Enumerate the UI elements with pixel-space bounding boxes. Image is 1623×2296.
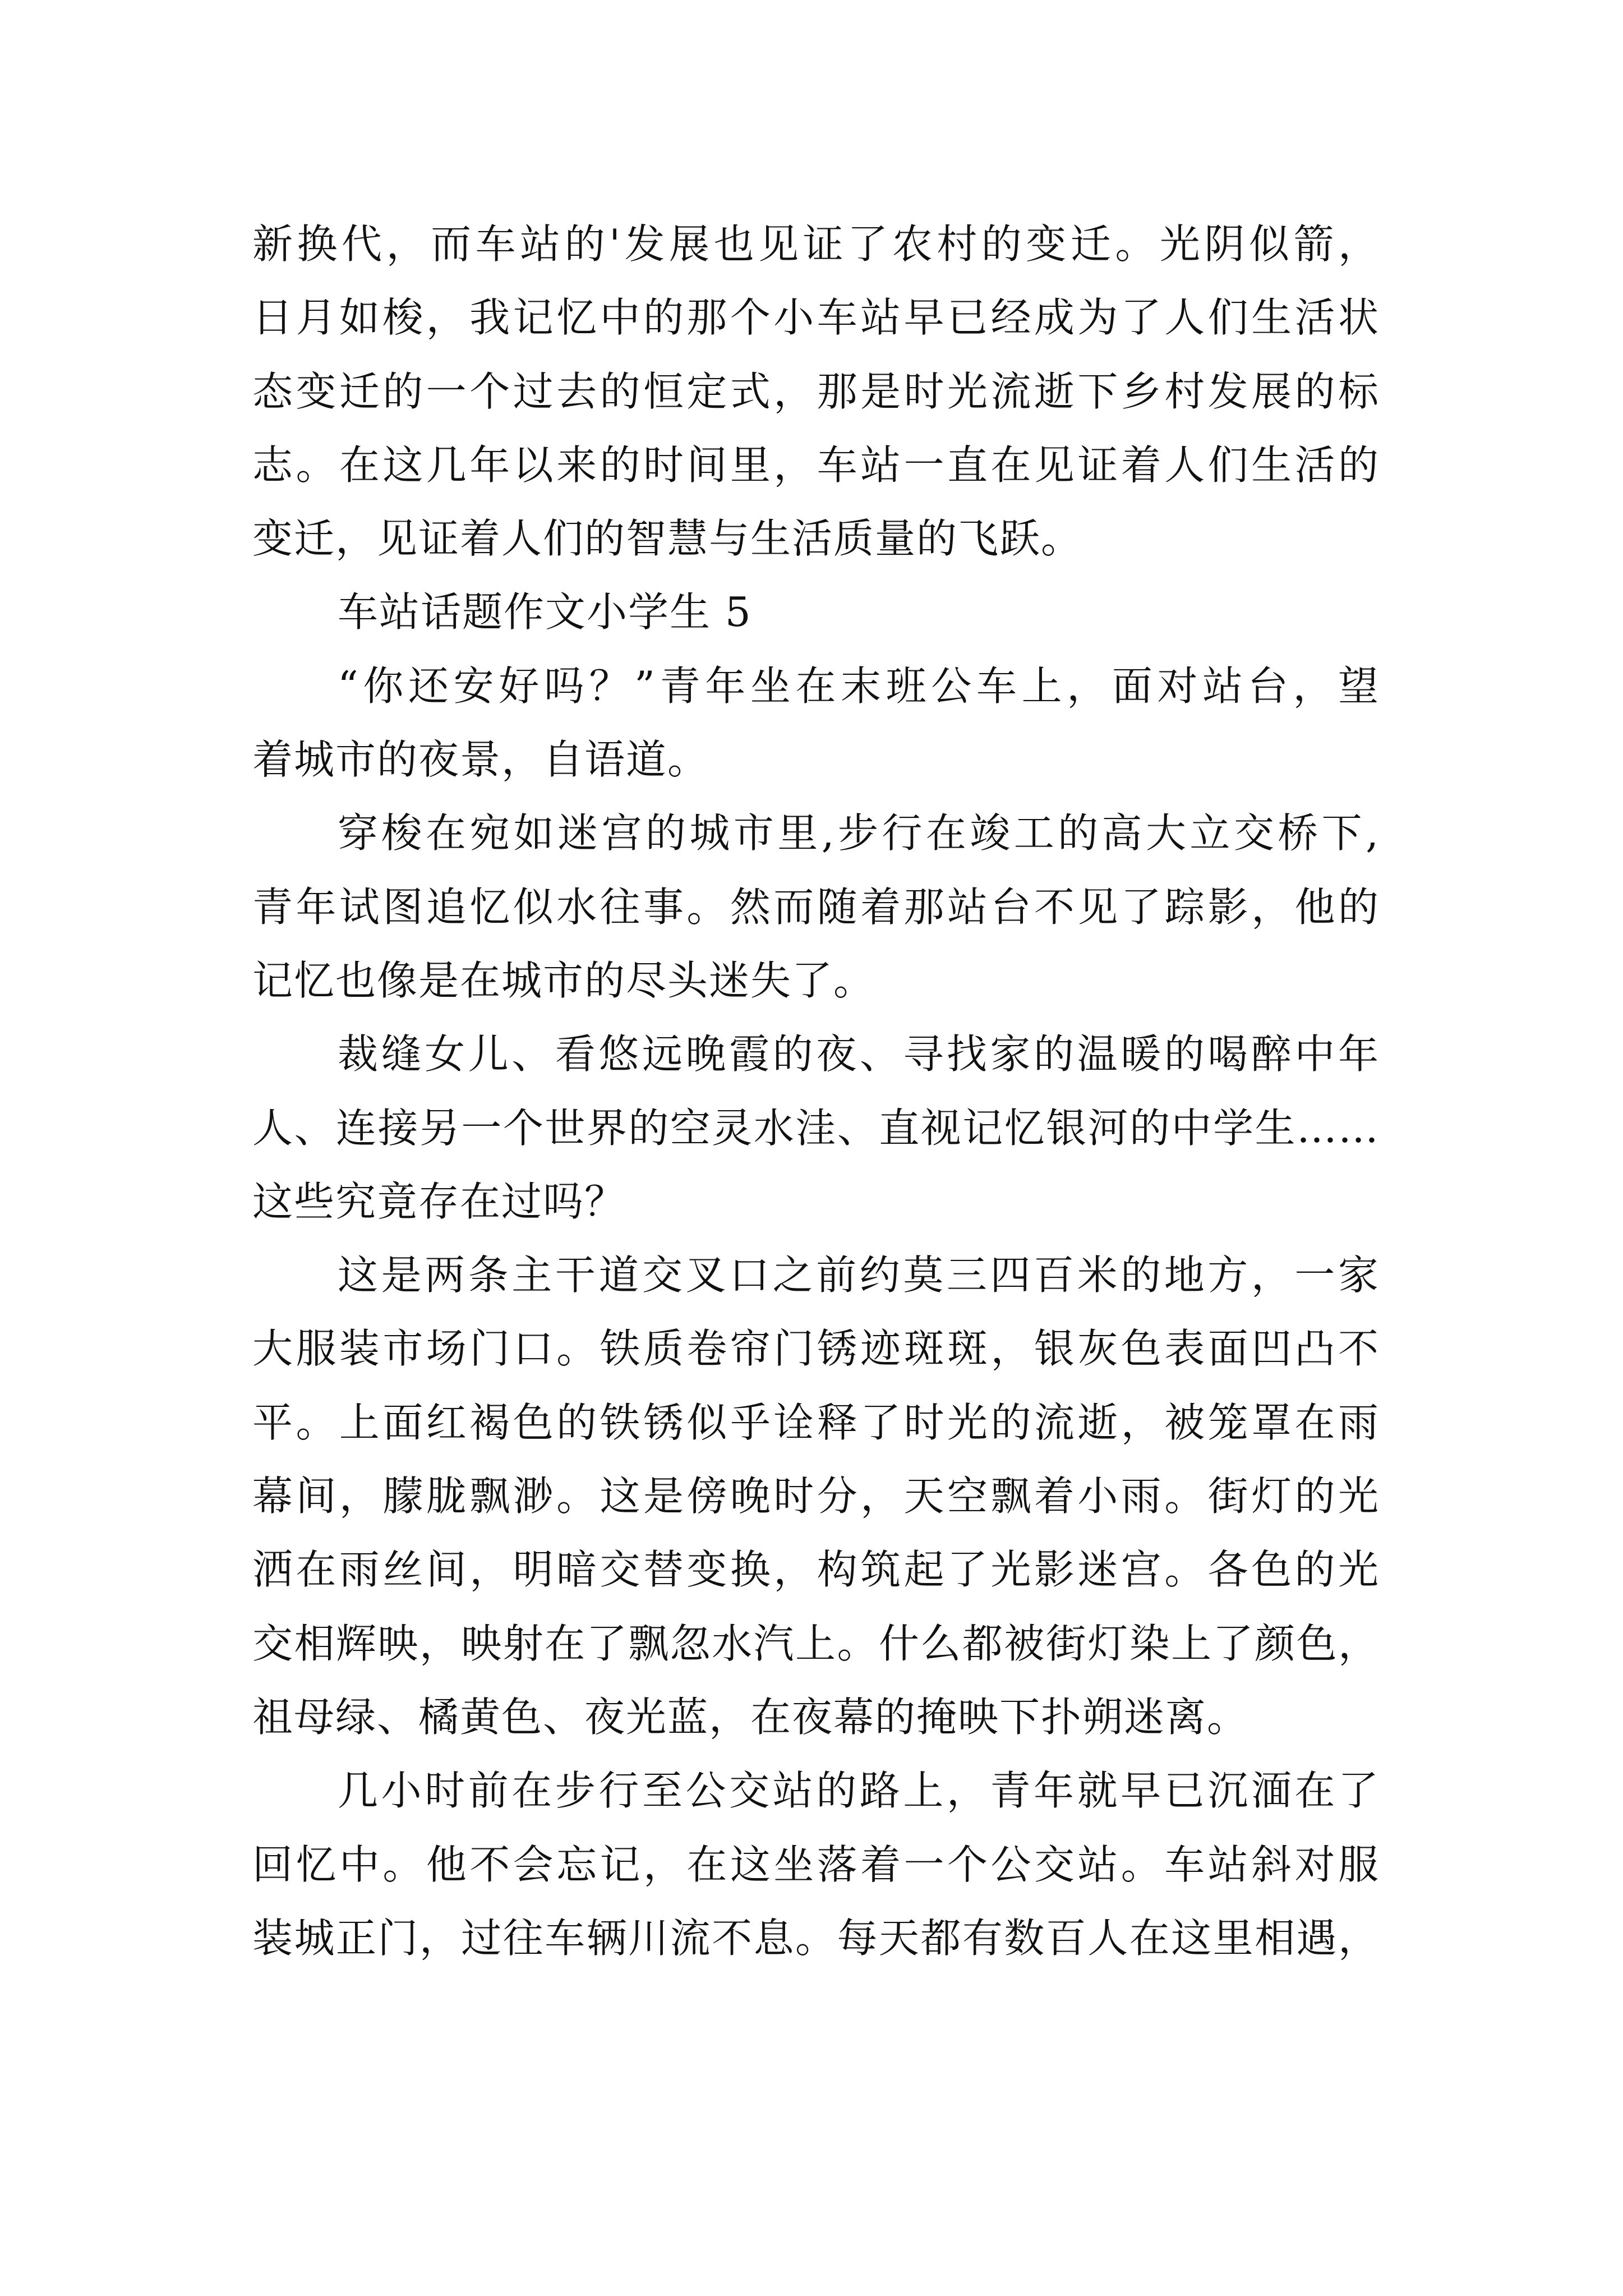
text-line: 幕间，朦胧飘渺。这是傍晚时分，天空飘着小雨。街灯的光 (252, 1473, 1380, 1520)
text-line: 日月如梭，我记忆中的那个小车站早已经成为了人们生活状 (252, 294, 1380, 342)
text-line: 几小时前在步行至公交站的路上，青年就早已沉湎在了 (338, 1767, 1380, 1815)
text-line: 大服装市场门口。铁质卷帘门锈迹斑斑，银灰色表面凹凸不 (252, 1325, 1380, 1373)
text-line: 这些究竟存在过吗？ (252, 1177, 626, 1225)
text-line: 态变迁的一个过去的恒定式，那是时光流逝下乡村发展的标 (252, 367, 1380, 415)
text-line: 回忆中。他不会忘记，在这坐落着一个公交站。车站斜对服 (252, 1841, 1380, 1888)
text-line: 志。在这几年以来的时间里，车站一直在见证着人们生活的 (252, 441, 1380, 489)
text-line: 变迁，见证着人们的智慧与生活质量的飞跃。 (252, 515, 1083, 563)
text-line: 洒在雨丝间，明暗交替变换，构筑起了光影迷宫。各色的光 (252, 1546, 1380, 1594)
text-line: “你还安好吗？”青年坐在末班公车上，面对站台，望 (338, 662, 1380, 710)
text-line: 记忆也像是在城市的尽头迷失了。 (252, 956, 875, 1004)
text-line: 裁缝女儿、看悠远晚霞的夜、寻找家的温暖的喝醉中年 (338, 1030, 1380, 1078)
document-body (252, 208, 1380, 1975)
text-line: 新换代，而车站的'发展也见证了农村的变迁。光阴似箭， (252, 220, 1380, 268)
text-line: 装城正门，过往车辆川流不息。每天都有数百人在这里相遇， (252, 1914, 1380, 1962)
text-line: 祖母绿、橘黄色、夜光蓝，在夜幕的掩映下扑朔迷离。 (252, 1693, 1249, 1741)
text-line: 青年试图追忆似水往事。然而随着那站台不见了踪影，他的 (252, 883, 1380, 931)
text-line: 交相辉映，映射在了飘忽水汽上。什么都被街灯染上了颜色， (252, 1619, 1380, 1667)
text-line: 穿梭在宛如迷宫的城市里,步行在竣工的高大立交桥下, (338, 809, 1380, 857)
section-heading: 车站话题作文小学生 5 (338, 588, 752, 636)
text-line: 这是两条主干道交叉口之前约莫三四百米的地方，一家 (338, 1251, 1380, 1299)
text-line: 平。上面红褐色的铁锈似乎诠释了时光的流逝，被笼罩在雨 (252, 1398, 1380, 1446)
text-line: 着城市的夜景，自语道。 (252, 736, 709, 784)
text-line: 人、连接另一个世界的空灵水洼、直视记忆银河的中学生…… (252, 1104, 1380, 1152)
